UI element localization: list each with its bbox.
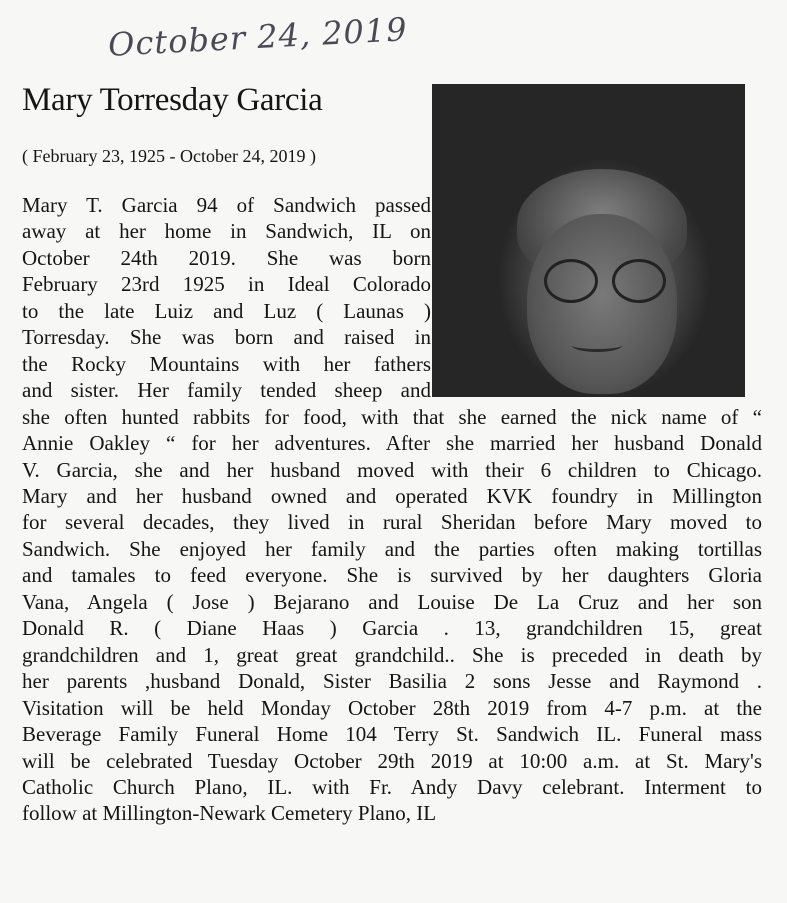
- body-text-line: Sandwich. She enjoyed her family and the parties often making tortillas: [22, 536, 762, 561]
- body-text-line: grandchildren and 1, great great grandchild.. She is preceded in death by: [22, 642, 762, 667]
- handwritten-date: October 24, 2019: [107, 10, 409, 64]
- body-text-line: February 23rd 1925 in Ideal Colorado: [22, 272, 431, 297]
- body-text-line: Visitation will be held Monday October 28th 2019 from 4-7 p.m. at the: [22, 695, 762, 720]
- obituary-title: Mary Torresday Garcia: [22, 82, 323, 118]
- body-text-line: and sister. Her family tended sheep and: [22, 378, 431, 403]
- body-text-line: will be celebrated Tuesday October 29th 2019 at 10:00 a.m. at St. Mary's: [22, 748, 762, 773]
- body-text-line: V. Garcia, she and her husband moved with their 6 children to Chicago.: [22, 457, 762, 482]
- body-text-line: and tamales to feed everyone. She is survived by her daughters Gloria: [22, 563, 762, 588]
- body-text-line: Beverage Family Funeral Home 104 Terry St. Sandwich IL. Funeral mass: [22, 722, 762, 747]
- body-text-line: Mary and her husband owned and operated KVK foundry in Millington: [22, 483, 762, 508]
- body-text-line: she often hunted rabbits for food, with that she earned the nick name of “: [22, 404, 762, 429]
- body-text-line: Catholic Church Plano, IL. with Fr. Andy Davy celebrant. Interment to: [22, 774, 762, 799]
- body-text-line: Annie Oakley “ for her adventures. After she married her husband Donald: [22, 431, 762, 456]
- body-text-line: for several decades, they lived in rural Sheridan before Mary moved to: [22, 510, 762, 535]
- body-text-line: Mary T. Garcia 94 of Sandwich passed: [22, 193, 431, 217]
- body-text-line: the Rocky Mountains with her fathers: [22, 351, 431, 376]
- body-text-line: Torresday. She was born and raised in: [22, 325, 431, 350]
- body-text-line: follow at Millington-Newark Cemetery Plano, IL: [22, 801, 437, 826]
- body-text-line: to the late Luiz and Luz ( Launas ): [22, 298, 431, 323]
- body-text-line: Vana, Angela ( Jose ) Bejarano and Louise De La Cruz and her son: [22, 589, 762, 614]
- life-dates: ( February 23, 1925 - October 24, 2019 ): [22, 146, 316, 166]
- body-text-line: away at her home in Sandwich, IL on: [22, 219, 431, 244]
- body-text-line: October 24th 2019. She was born: [22, 245, 431, 270]
- body-text-line: her parents ,husband Donald, Sister Basilia 2 sons Jesse and Raymond .: [22, 669, 762, 694]
- body-text-line: Donald R. ( Diane Haas ) Garcia . 13, grandchildren 15, great: [22, 616, 762, 641]
- obituary-body: [22, 192, 762, 827]
